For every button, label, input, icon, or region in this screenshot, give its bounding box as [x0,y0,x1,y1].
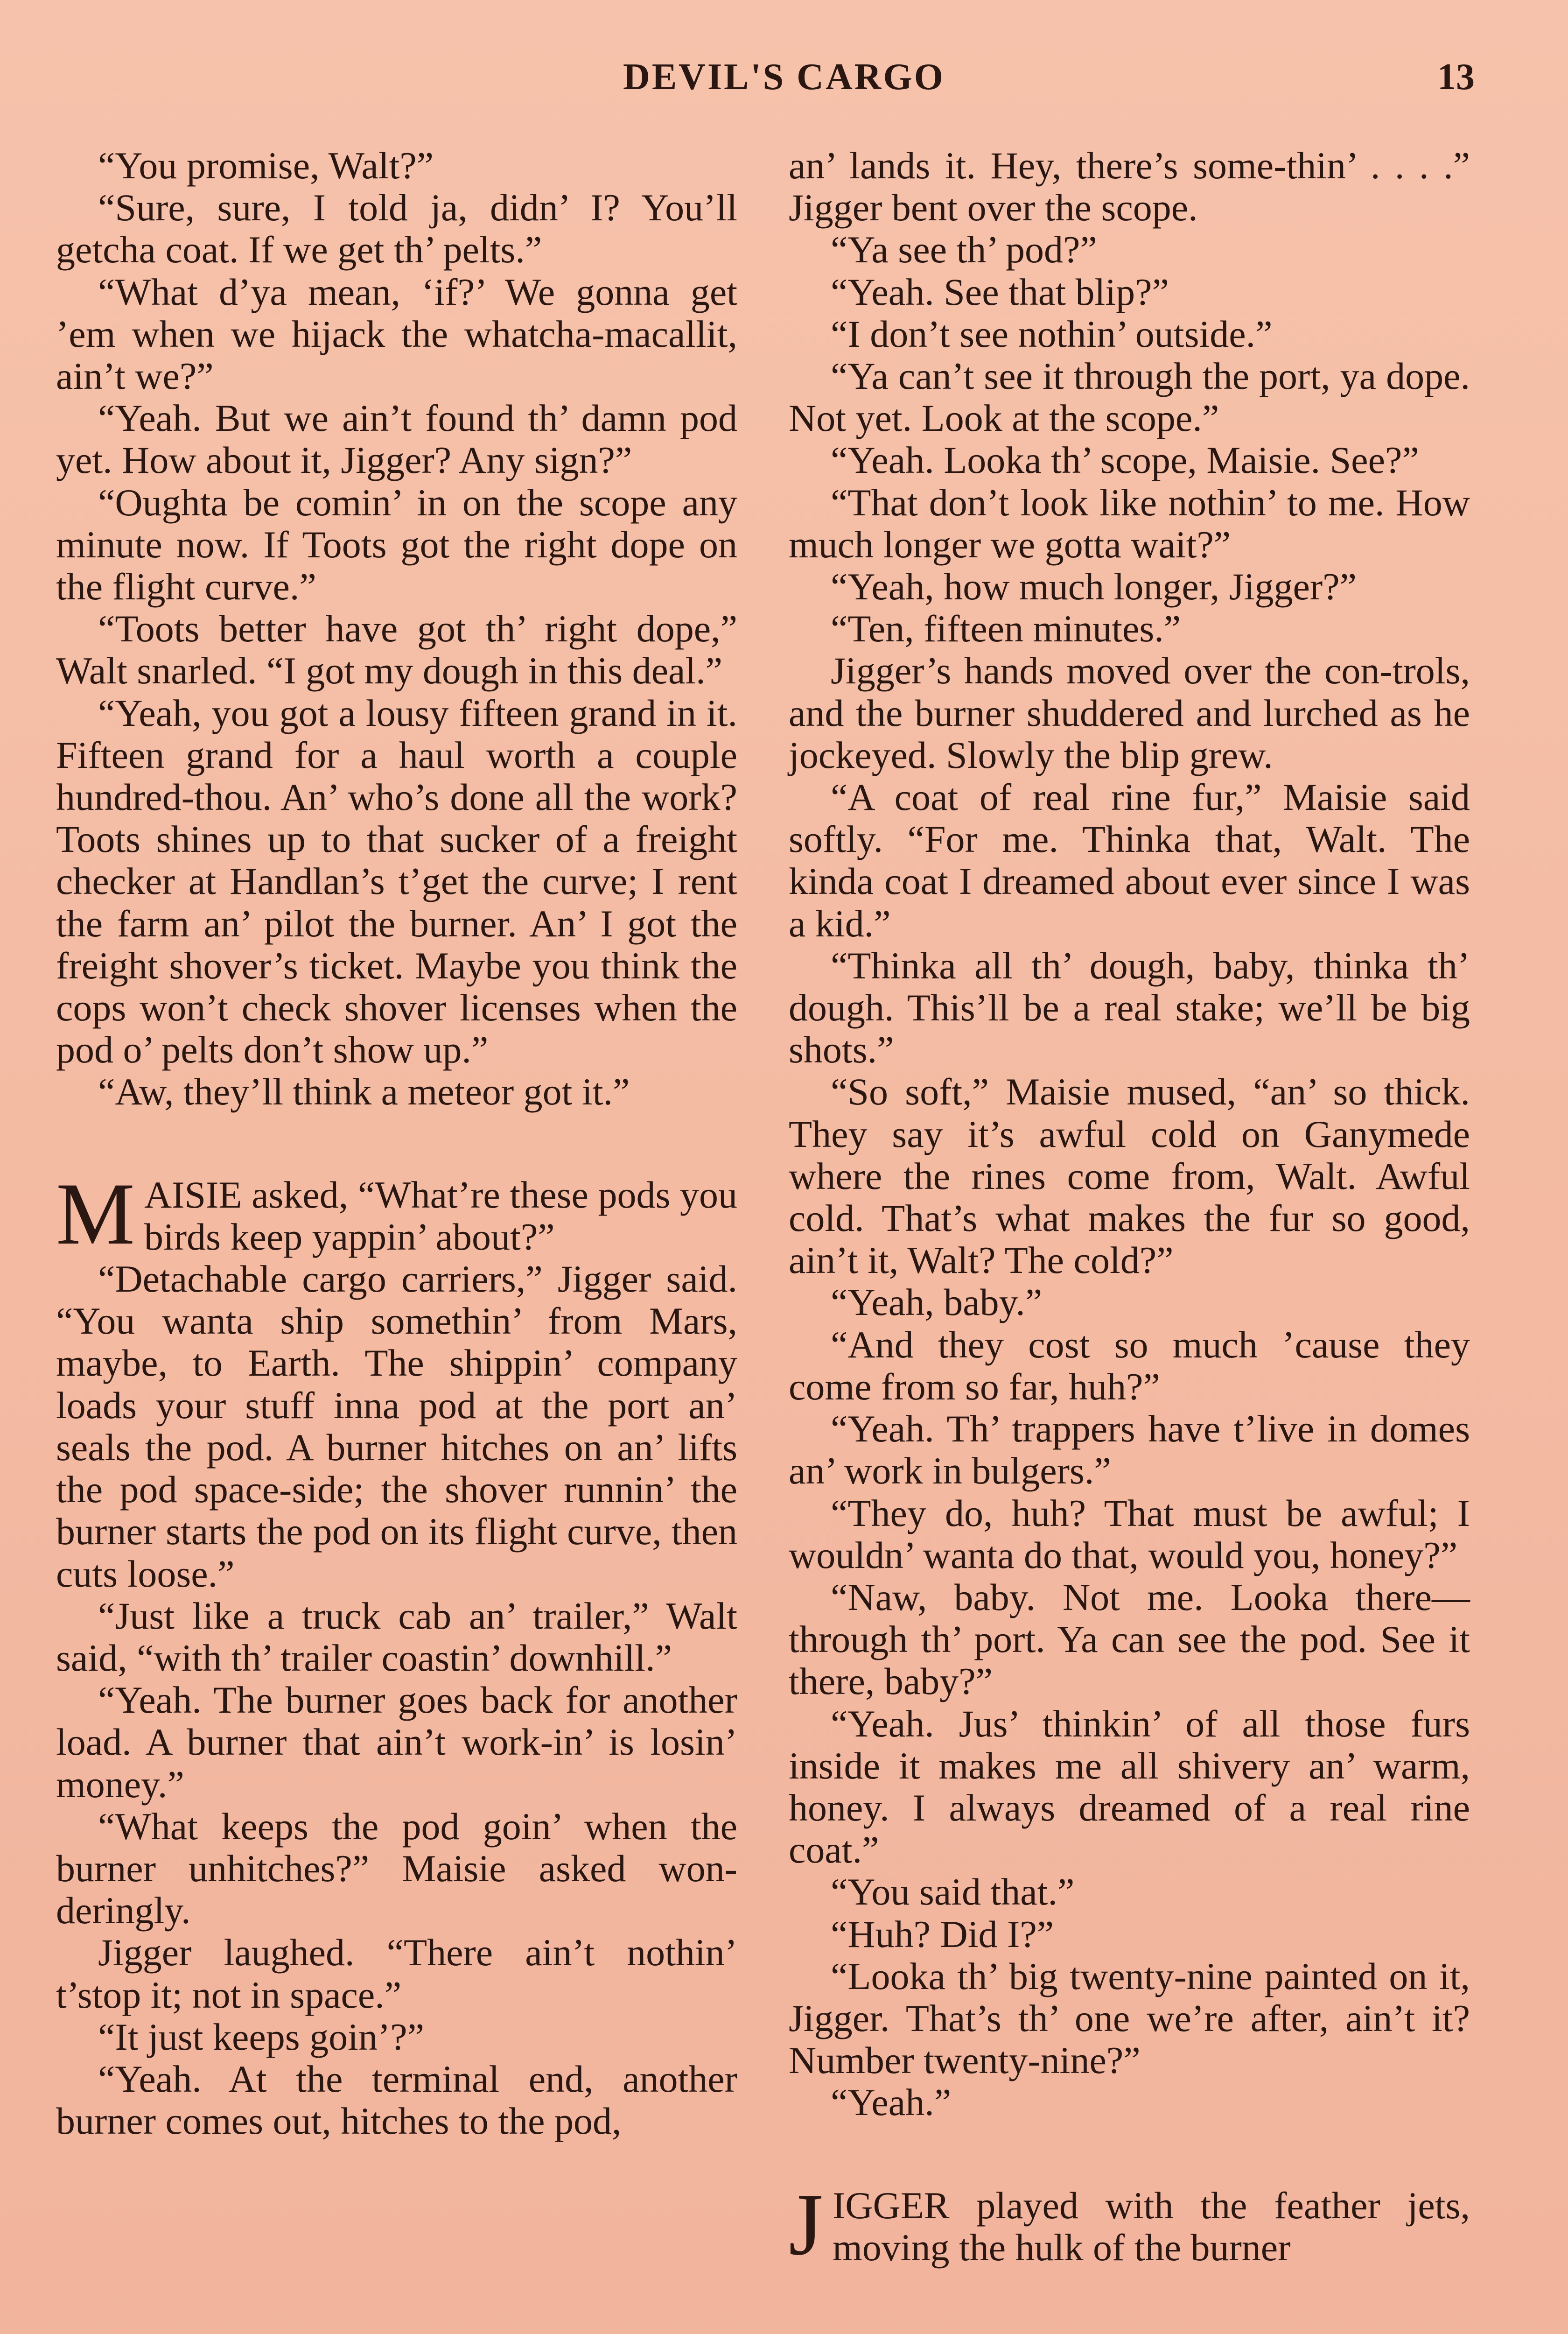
section-opening-text: AISIE asked, “What’re these pods you birds keep yappin’ about?” [144,1173,737,1258]
paragraph: “Sure, sure, I told ja, didn’ I? You’ll getcha coat. If we get th’ pelts.” [56,186,737,271]
paragraph: “Yeah. Th’ trappers have t’live in domes an’ work in bulgers.” [789,1407,1470,1492]
section-opening [789,2175,1470,2274]
paragraph: “You said that.” [831,1870,1075,1913]
paragraph: “Naw, baby. Not me. Looka there—through th’ port. Ya can see the pod. See it there, baby?” [789,1575,1470,1703]
paragraph: “Yeah. See that blip?” [831,270,1169,313]
drop-cap: M [56,1165,135,1263]
paragraph: “Yeah, you got a lousy fifteen grand in it. Fifteen grand for a haul worth a couple hundred-thou. An’ who’s done all the work? Toots shines up to that sucker of a freight checker at Handlan’s t’get the curve; I rent the farm an’ pilot the burner. An’ I got the freight shover’s ticket. Maybe you think the cops won’t check shover licenses when the pod o’ pelts don’t show up.” [56,691,737,1071]
paragraph: “Yeah. Jus’ thinkin’ of all those furs inside it makes me all shivery an’ warm, honey. I always dreamed of a real rine coat.” [789,1702,1470,1871]
right-column [789,144,1470,2274]
paragraph: “I don’t see nothin’ outside.” [831,312,1273,355]
paragraph: “What keeps the pod goin’ when the burner unhitches?” Maisie asked won-deringly. [56,1805,737,1932]
running-title: DEVIL'S CARGO [623,56,945,98]
paragraph: “Looka th’ big twenty-nine painted on it, Jigger. That’s th’ one we’re after, ain’t it? Number twenty-nine?” [789,1954,1470,2082]
paragraph: “Yeah, how much longer, Jigger?” [831,565,1357,608]
paragraph: “It just keeps goin’?” [98,2015,425,2058]
paragraph: “Oughta be comin’ in on the scope any minute now. If Toots got the right dope on the flight curve.” [56,481,737,608]
section-opening [56,1165,737,1263]
paragraph: “Ya can’t see it through the port, ya dope. Not yet. Look at the scope.” [789,355,1470,440]
paragraph: Jigger laughed. “There ain’t nothin’ t’stop it; not in space.” [56,1931,737,2016]
paragraph: “Yeah.” [831,2081,952,2124]
paragraph: “That don’t look like nothin’ to me. How much longer we gotta wait?” [789,481,1470,566]
paragraph: “What d’ya mean, ‘if?’ We gonna get ’em when we hijack the whatcha-macallit, ain’t we?” [56,270,737,398]
paragraph: “Yeah. Looka th’ scope, Maisie. See?” [831,439,1419,482]
paragraph: “Yeah. But we ain’t found th’ damn pod yet. How about it, Jigger? Any sign?” [56,397,737,482]
running-head [0,56,1568,107]
left-column [56,145,737,2142]
paragraph: “Toots better have got th’ right dope,” Walt snarled. “I got my dough in this deal.” [56,607,737,692]
paragraph: “You promise, Walt?” [98,144,434,187]
section-opening-text: IGGER played with the feather jets, moving the hulk of the burner [832,2184,1470,2269]
paragraph: “Detachable cargo carriers,” Jigger said. “You wanta ship somethin’ from Mars, maybe, to Earth. The shippin’ company loads your stuff inna pod at the port an’ seals the pod. A burner hitches on an’ lifts the pod space-side; the shover runnin’ the burner starts the pod on its flight curve, then cuts loose.” [56,1258,737,1595]
paragraph: Jigger’s hands moved over the con-trols, and the burner shuddered and lurched as he jockeyed. Slowly the blip grew. [789,649,1470,776]
page-number: 13 [1437,56,1475,98]
paragraph: “They do, huh? That must be awful; I wouldn’ wanta do that, would you, honey?” [789,1491,1470,1576]
paragraph: “A coat of real rine fur,” Maisie said softly. “For me. Thinka that, Walt. The kinda coat I dreamed about ever since I was a kid.” [789,776,1470,945]
paragraph: “Huh? Did I?” [831,1912,1054,1955]
paragraph: “And they cost so much ’cause they come from so far, huh?” [789,1323,1470,1408]
paragraph: “Yeah. The burner goes back for another load. A burner that ain’t work-in’ is losin’ money.” [56,1679,737,1806]
paragraph: “Thinka all th’ dough, baby, thinka th’ dough. This’ll be a real stake; we’ll be big shots.” [789,944,1470,1071]
paragraph: “Just like a truck cab an’ trailer,” Walt said, “with th’ trailer coastin’ downhill.” [56,1594,737,1679]
paragraph-continuation: an’ lands it. Hey, there’s some-thin’ . . . .” Jigger bent over the scope. [789,144,1470,229]
paragraph: “Yeah, baby.” [831,1281,1043,1324]
paragraph: “Ten, fifteen minutes.” [831,607,1181,650]
drop-cap: J [789,2175,823,2274]
paragraph: “Aw, they’ll think a meteor got it.” [98,1070,630,1113]
paragraph: “So soft,” Maisie mused, “an’ so thick. They say it’s awful cold on Ganymede where the rines come from, Walt. Awful cold. That’s what makes the fur so good, ain’t it, Walt? The cold?” [789,1070,1470,1282]
paragraph: “Ya see th’ pod?” [831,228,1097,271]
paragraph: “Yeah. At the terminal end, another burner comes out, hitches to the pod, [56,2057,737,2143]
